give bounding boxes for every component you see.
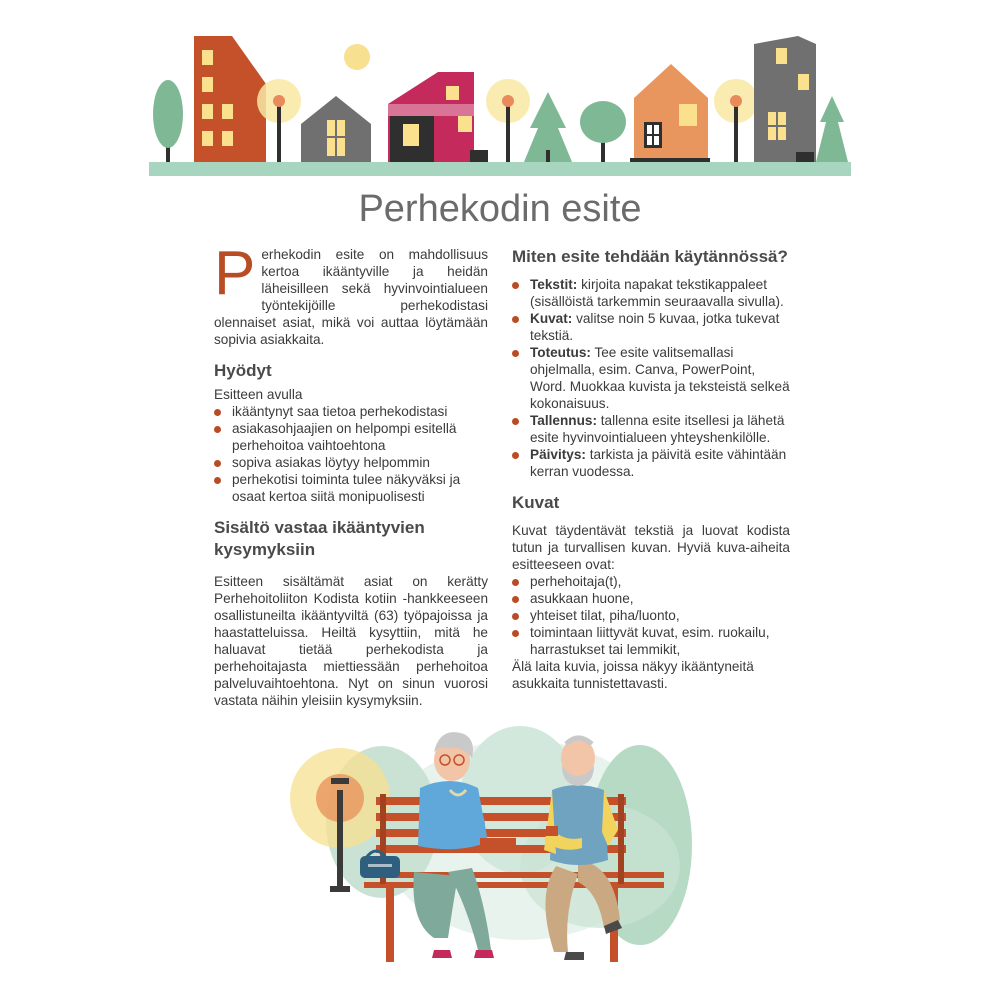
- street-lamp-2: [486, 79, 530, 162]
- intro-paragraph: [214, 239, 488, 348]
- list-item: perhekotisi toiminta tulee näkyväksi ja osaat kertoa siitä monipuolisesti: [214, 471, 488, 505]
- list-item-label: Toteutus:: [530, 345, 591, 360]
- street-lamp-3: [714, 79, 758, 162]
- pictures-list: [512, 573, 790, 658]
- village-illustration: [0, 0, 1000, 180]
- left-column: [214, 239, 488, 709]
- content-paragraph: Esitteen sisältämät asiat on kerätty Perhehoitoliiton Kodista kotiin -hankkeeseen osallistuneilta ikääntyviltä (63) työpajoissa ja haastatteluissa. Heiltä kysyttiin, mitä he haluavat tietää perhekodista ja perhehoitajasta miettiessään perhehoitoa palveluvaihtoehtona. Nyt on sinun vuorosi vastata näihin yleisiin kysymyksiin.: [214, 574, 488, 708]
- howto-list: [512, 276, 790, 480]
- content-heading: Sisältö vastaa ikääntyvien kysymyksiin: [214, 518, 425, 559]
- bench-couple-illustration: [0, 718, 1000, 1000]
- list-item: sopiva asiakas löytyy helpommin: [214, 454, 488, 471]
- tree-round: [580, 101, 626, 162]
- list-item: [512, 412, 790, 446]
- intro-dropcap: P: [214, 239, 256, 308]
- building-magenta: [388, 72, 488, 162]
- list-item: [512, 310, 790, 344]
- pictures-heading: Kuvat: [512, 493, 560, 512]
- list-item-text: tallenna esite itsellesi ja lähetä esite hyvinvointialueen yhteyshenkilölle.: [530, 413, 785, 445]
- list-item-text: valitse noin 5 kuvaa, jotka tukevat tekstiä.: [530, 311, 780, 343]
- house-orange: [630, 64, 710, 162]
- list-item-label: Tallennus:: [530, 413, 597, 428]
- right-column: [512, 246, 790, 692]
- tree-left: [153, 80, 183, 162]
- benefits-lead: Esitteen avulla: [214, 387, 303, 402]
- list-item-text: tarkista ja päivitä esite vähintään kerran vuodessa.: [530, 447, 787, 479]
- list-item-label: Tekstit:: [530, 277, 578, 292]
- list-item: [512, 276, 790, 310]
- list-item: [512, 344, 790, 412]
- list-item: [512, 446, 790, 480]
- list-item: ikääntynyt saa tietoa perhekodistasi: [214, 403, 488, 420]
- benefits-heading: Hyödyt: [214, 361, 272, 380]
- list-item: yhteiset tilat, piha/luonto,: [512, 607, 790, 624]
- pictures-footer: Älä laita kuvia, joissa näkyy ikääntyneitä asukkaita tunnistettavasti.: [512, 659, 754, 691]
- list-item-text: Tee esite valitsemallasi ohjelmalla, esim. Canva, PowerPoint, Word. Muokkaa kuvista ja teksteistä selkeä kokonaisuus.: [530, 345, 790, 411]
- intro-text: erhekodin esite on mahdollisuus kertoa ikääntyville ja heidän läheisilleen sekä hyvinvointialueen työntekijöille perhekodistasi olennaiset asiat, mikä voi auttaa löytämään sopivia asiakkaita.: [214, 247, 488, 347]
- house-gray: [301, 96, 371, 162]
- building-brown: [194, 36, 266, 162]
- spruce-tree-1: [524, 92, 572, 162]
- list-item-text: kirjoita napakat tekstikappaleet (sisällöistä tarkemmin seuraavalla sivulla).: [530, 277, 784, 309]
- sun: [344, 44, 370, 70]
- building-gray-tall: [754, 36, 816, 162]
- list-item: perhehoitaja(t),: [512, 573, 790, 590]
- pictures-paragraph: Kuvat täydentävät tekstiä ja luovat kodista tutun ja turvallisen kuvan. Hyviä kuva-aiheita esitteeseen ovat:: [512, 523, 790, 572]
- howto-heading: Miten esite tehdään käytännössä?: [512, 247, 788, 266]
- spruce-tree-2: [816, 96, 848, 162]
- list-item-label: Päivitys:: [530, 447, 586, 462]
- ground-strip: [149, 162, 851, 176]
- list-item: asiakasohjaajien on helpompi esitellä perhehoitoa vaihtoehtona: [214, 420, 488, 454]
- benefits-list: [214, 403, 488, 505]
- page-title: Perhekodin esite: [358, 188, 642, 230]
- list-item: asukkaan huone,: [512, 590, 790, 607]
- list-item: toimintaan liittyvät kuvat, esim. ruokailu, harrastukset tai lemmikit,: [512, 624, 790, 658]
- list-item-label: Kuvat:: [530, 311, 573, 326]
